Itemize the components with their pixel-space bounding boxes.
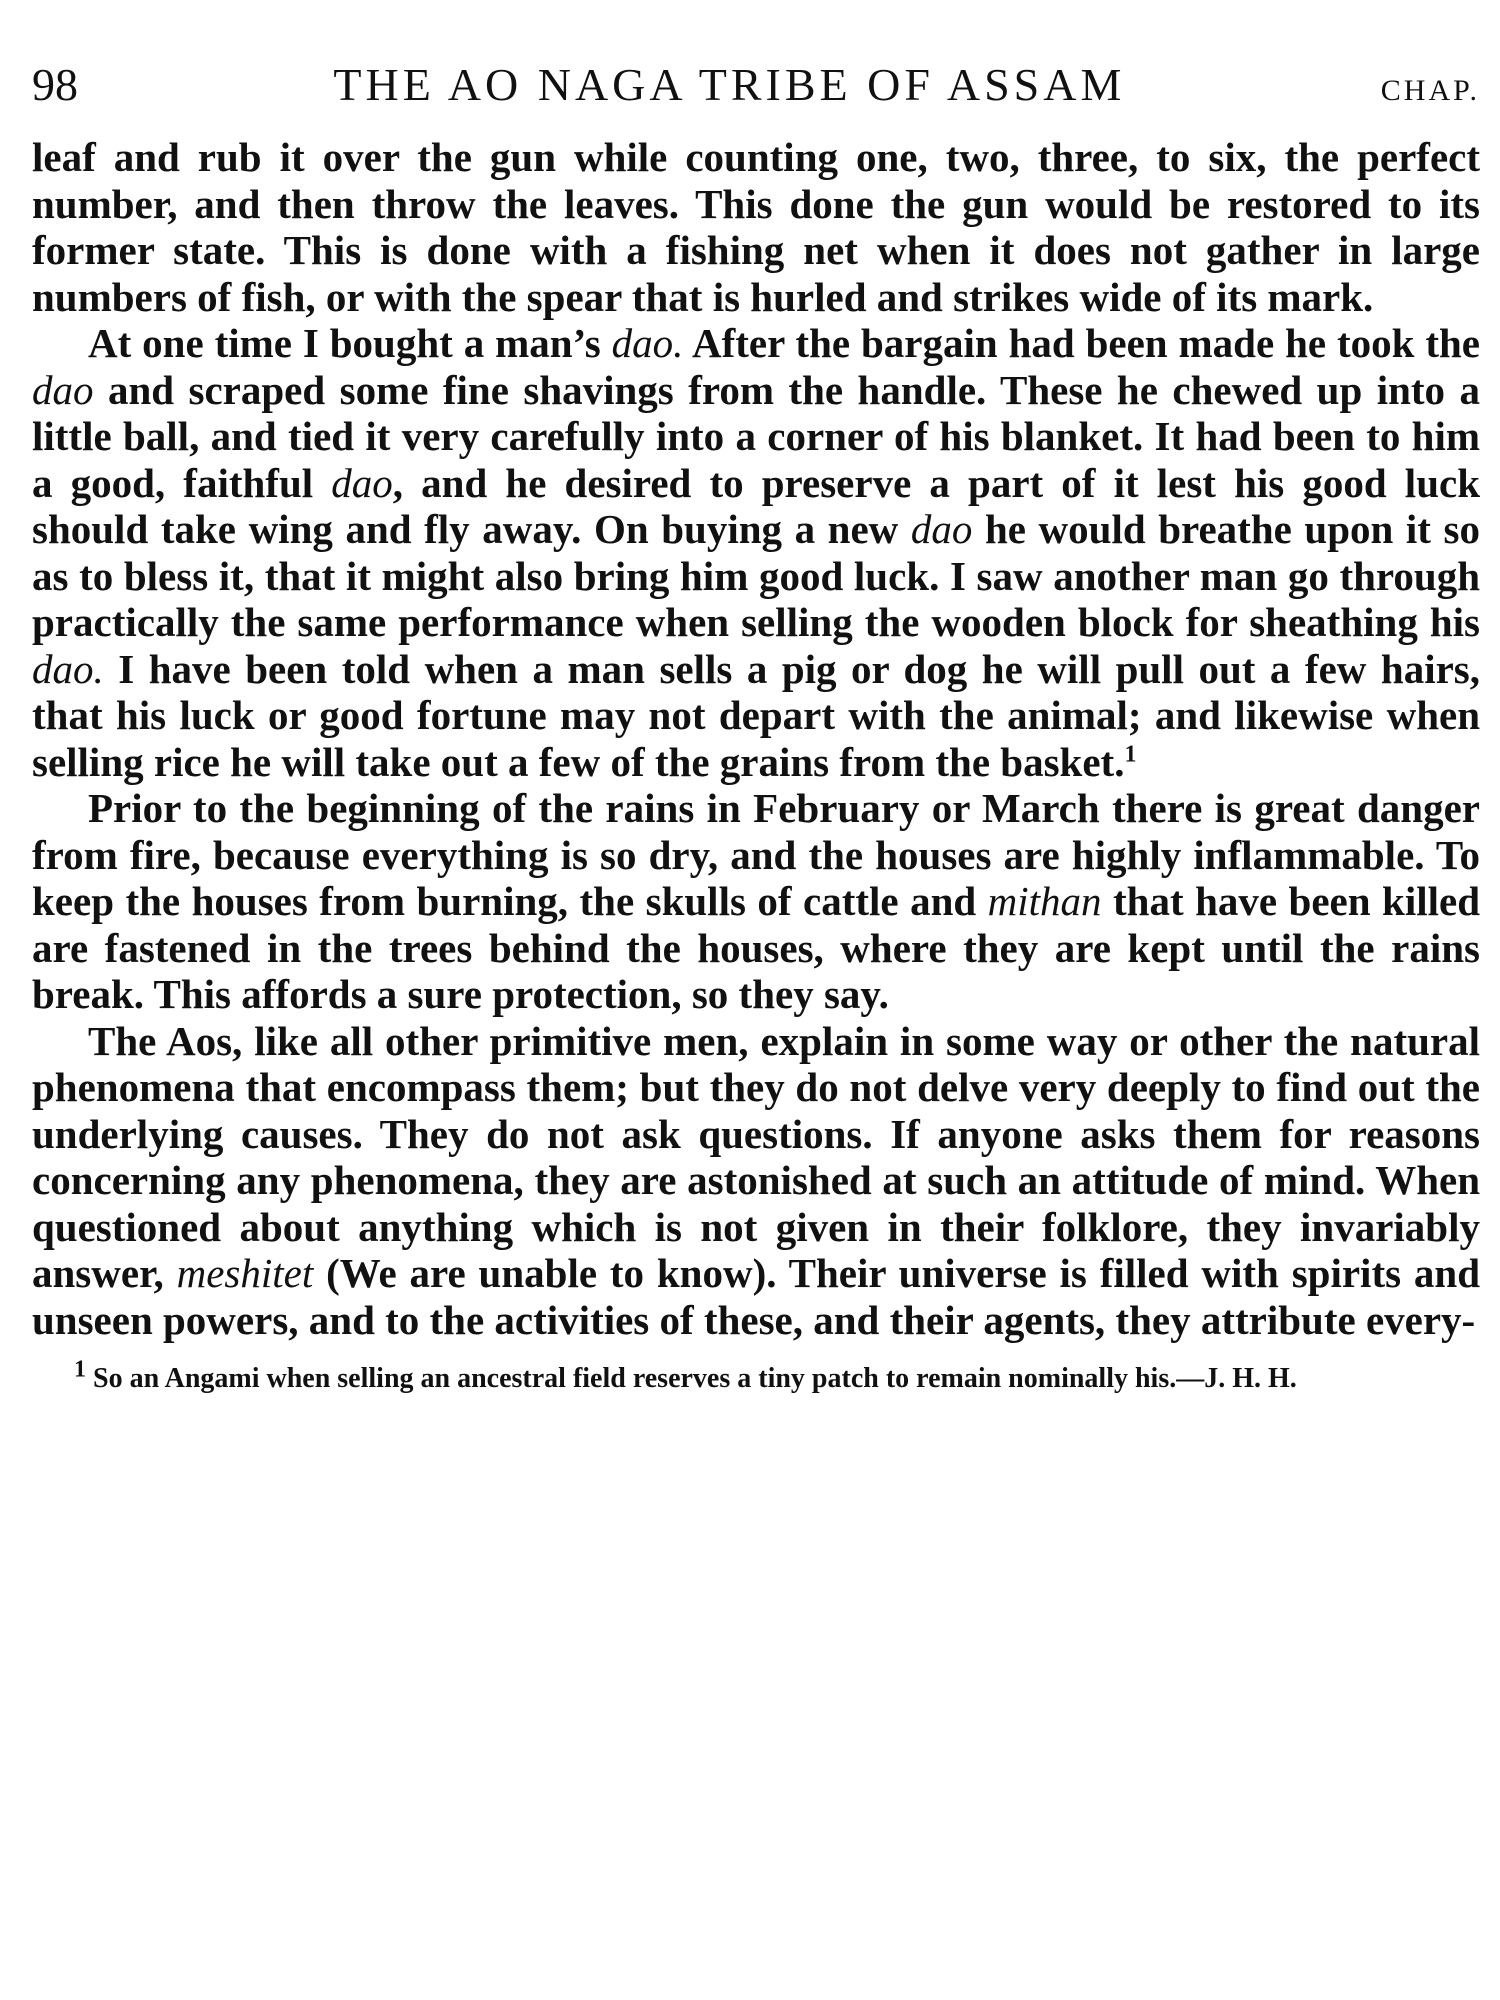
p3-text-2: that have been killed are fastened in the trees behind the houses, where they are kept until the rains break. This affords a sure protection, so they say. xyxy=(32,878,1480,1017)
p4-italic-1: meshitet xyxy=(176,1250,314,1296)
chapter-label: CHAP. xyxy=(1380,74,1480,107)
footnote xyxy=(32,1356,1480,1395)
p2-text-5: he would breathe upon it so as to bless it, that it might also bring him good luck. I saw another man go through practically the same performance when selling the wooden block for sheathing his xyxy=(32,506,1480,645)
p2-text-2: After the bargain had been made he took the xyxy=(683,320,1480,366)
running-title: THE AO NAGA TRIBE OF ASSAM xyxy=(333,59,1126,110)
footnote-marker: 1 xyxy=(74,1356,86,1383)
paragraph-1: leaf and rub it over the gun while counting one, two, three, to six, the perfect number, and then throw the leaves. This done the gun would be restored to its former state. This is done with a fishing net when it does not gather in large numbers of fish, or with the spear that is hurled and strikes wide of its mark. xyxy=(32,134,1480,320)
p2-italic-5: dao. xyxy=(32,645,104,692)
body-text xyxy=(32,134,1480,1343)
running-header xyxy=(32,60,1480,116)
p2-text-4: , and he desired to preserve a part of it lest his good luck should take wing and fly away. On buying a new xyxy=(32,459,1480,552)
footnote-text: So an Angami when selling an ancestral field reserves a tiny patch to remain nominally his.—J. H. H. xyxy=(86,1363,1297,1394)
paragraph-3 xyxy=(32,785,1480,1018)
paragraph-4 xyxy=(32,1018,1480,1344)
p3-italic-1: mithan xyxy=(987,878,1102,924)
p2-italic-1: dao. xyxy=(611,320,684,366)
p3-text-1: Prior to the beginning of the rains in February or March there is great danger from fire, because everything is so dry, and the houses are highly inflammable. To keep the houses from burning, the skulls of cattle and xyxy=(32,785,1480,924)
page-number: 98 xyxy=(32,59,78,110)
p2-text-1: At one time I bought a man’s xyxy=(88,320,612,366)
paragraph-2 xyxy=(32,320,1480,785)
p4-text-2: (We are unable to know). Their universe is filled with spirits and unseen powers, and to the activities of these, and their agents, they attribute every- xyxy=(32,1250,1481,1343)
p2-italic-2: dao xyxy=(32,366,94,413)
book-page xyxy=(32,60,1480,1395)
p2-italic-4: dao xyxy=(910,506,973,552)
p2-italic-3: dao xyxy=(331,459,393,506)
p4-text-1: The Aos, like all other primitive men, explain in some way or other the natural phenomena that encompass them; but they do not delve very deeply to find out the underlying causes. They do not ask questions. If anyone asks them for reasons concerning any phenomena, they are astonished at such an attitude of mind. When questioned about anything which is not given in their folklore, they invariably answer, xyxy=(32,1017,1480,1296)
p2-text-3: and scraped some fine shavings from the handle. These he chewed up into a little ball, and tied it very carefully into a corner of his blanket. It had been to him a good, faithful xyxy=(32,366,1480,506)
footnote-reference: 1 xyxy=(1124,740,1137,767)
p2-text-6: I have been told when a man sells a pig or dog he will pull out a few hairs, that his luck or good fortune may not depart with the animal; and likewise when selling rice he will take out a few of the grains from the basket. xyxy=(32,645,1480,785)
